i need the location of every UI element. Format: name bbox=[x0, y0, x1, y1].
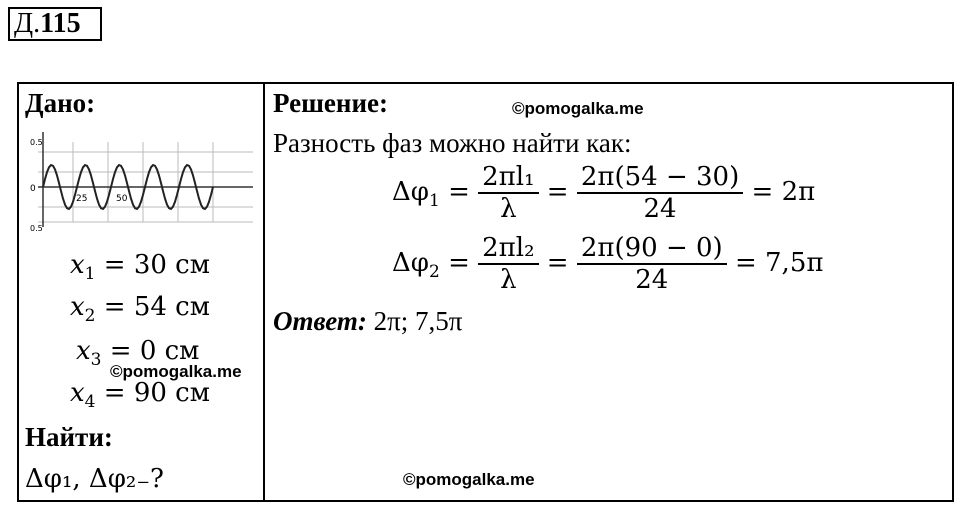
problem-number: 115 bbox=[40, 8, 81, 39]
problem-number-box bbox=[8, 7, 102, 41]
graph-tick-bottom: 0.5 bbox=[30, 224, 43, 233]
watermark-bottom: ©pomogalka.me bbox=[403, 470, 535, 489]
solution-intro: Разность фаз можно найти как: bbox=[273, 128, 632, 158]
problem-prefix: Д. bbox=[14, 8, 41, 39]
equation-2: $\Delta\varphi_2$ = $\frac{\text{2πl₂}}{\lambda}$ = $\frac{2\pi(90 - 0)}{24}$ = 7,5π bbox=[392, 233, 824, 295]
graph-tick-0: 0 bbox=[30, 184, 36, 194]
find-text: Δφ₁, Δφ₂₋? bbox=[25, 464, 165, 494]
answer-label: Ответ: bbox=[273, 306, 367, 336]
watermark-left: ©pomogalka.me bbox=[110, 362, 242, 381]
answer-text: 2π; 7,5π bbox=[366, 306, 463, 336]
answer bbox=[273, 306, 462, 337]
wave-graph bbox=[28, 127, 258, 237]
given-x3: $x_3 = 0$ см bbox=[76, 336, 200, 370]
graph-tick-25: 25 bbox=[76, 194, 88, 204]
given-x1: $x_1 = 30$ см bbox=[70, 250, 210, 284]
graph-tick-50: 50 bbox=[116, 194, 128, 204]
watermark-top: ©pomogalka.me bbox=[512, 99, 644, 118]
given-x2: $x_2 = 54$ см bbox=[70, 292, 210, 326]
graph-tick-top: 0.5 bbox=[30, 138, 43, 147]
column-divider bbox=[263, 82, 265, 502]
given-heading: Дано: bbox=[25, 88, 96, 118]
equation-1: $\Delta\varphi_1$ = $\frac{\text{2πl₁}}{\lambda}$ = $\frac{2\pi(54 - 30)}{24}$ = 2π bbox=[392, 162, 816, 224]
find-heading: Найти: bbox=[25, 422, 113, 452]
solution-heading: Решение: bbox=[273, 88, 388, 118]
given-x4: $x_4 = 90$ см bbox=[70, 378, 210, 412]
